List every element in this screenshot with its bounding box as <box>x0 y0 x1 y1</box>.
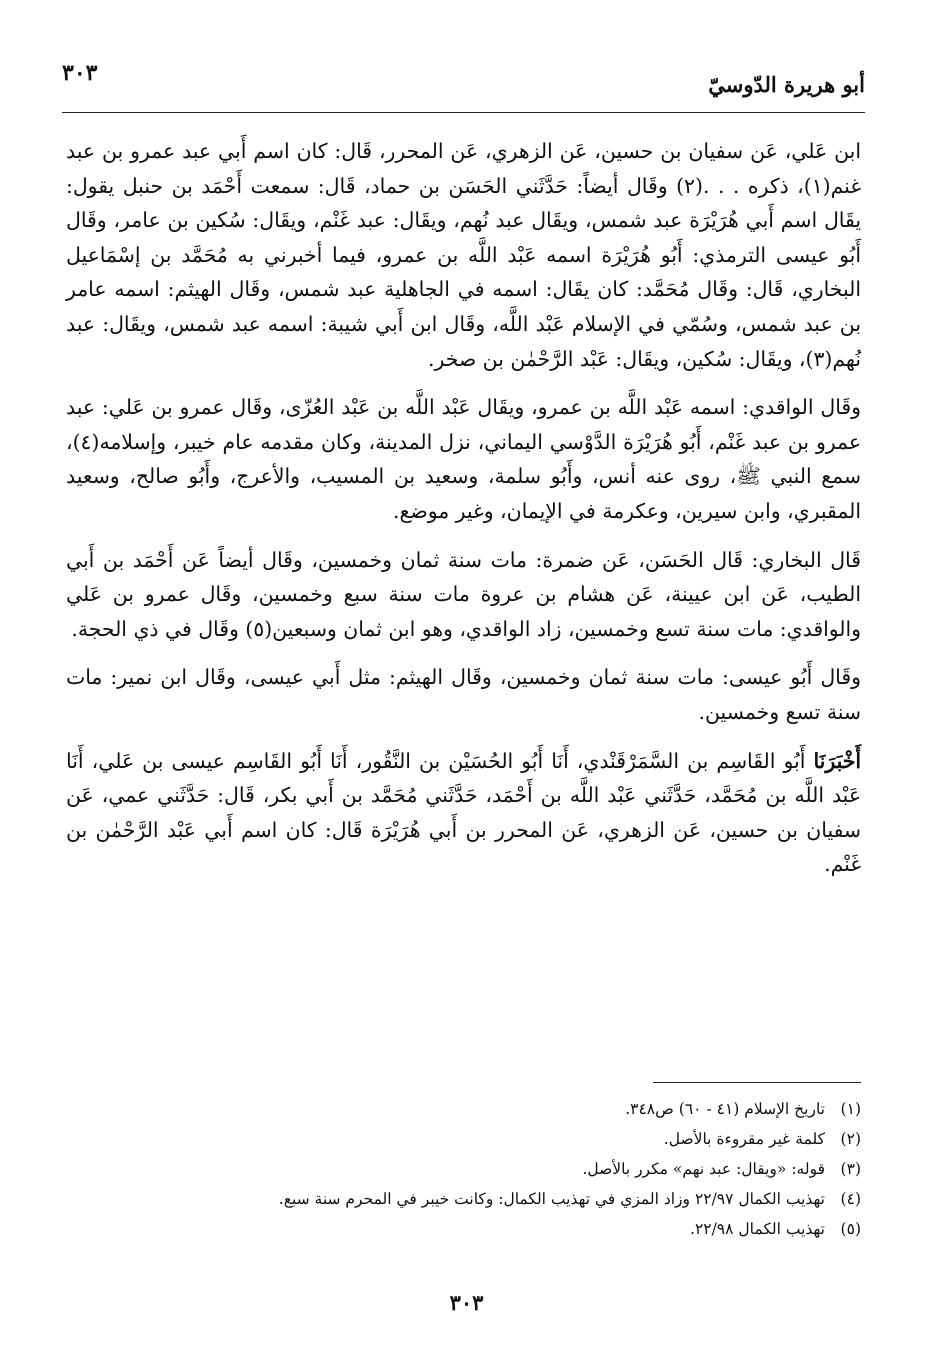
paragraph-text: قَال البخاري: قَال الحَسَن، عَن ضمرة: مات سنة ثمان وخمسين، وقَال أيضاً عَن أَحْمَد بن أَبي الطيب، عَن ابن عيينة، عَن هشام بن عروة مات سنة سبع وخمسين، وقَال عمرو بن عَلي والواقدي: مات سنة تسع وخمسين، زاد الواقدي، وهو ابن ثمان وسبعين(٥) وقَال في ذي الحجة. <box>66 547 861 641</box>
footnote-number: (٣) <box>840 1160 861 1178</box>
page-number-top: ٣٠٣ <box>62 60 98 86</box>
footnote-number: (٥) <box>840 1220 861 1238</box>
footnote-5 <box>200 1214 861 1244</box>
footnote-3 <box>200 1154 861 1184</box>
footnote-text: قوله: «ويقال: عبد نهم» مكرر بالأصل. <box>582 1160 825 1178</box>
footnote-4 <box>200 1184 861 1214</box>
paragraph-2 <box>66 390 861 528</box>
paragraph-3 <box>66 543 861 647</box>
footnote-number: (٢) <box>840 1130 861 1148</box>
paragraph-text: وقَال الواقدي: اسمه عَبْد اللَّه بن عمرو، ويقَال عَبْد اللَّه بن عَبْد العُزّى، وقَال عمرو بن عَلي: عبد عمرو بن عبد غَنْم، أَبُو هُرَيْرَة الدَّوْسي اليماني، نزل المدينة، وكان مقدمه عام خيبر، وإسلامه(٤)، سمع النبي ﷺ، روى عنه أنس، وأَبُو سلمة، وسعيد بن المسيب، والأعرج، وأَبُو صالح، وسعيد المقبري، وابن سيرين، وعكرمة في الإيمان، وغير موضع. <box>66 395 861 523</box>
paragraph-4 <box>66 660 861 729</box>
footnote-1 <box>200 1094 861 1124</box>
paragraph-lead-akhbarana: أَخْبَرَنَا <box>813 748 861 773</box>
running-title: أبو هريرة الدّوسيّ <box>708 72 865 97</box>
body-text <box>66 134 861 896</box>
footnotes <box>200 1094 861 1244</box>
footnote-text: تاريخ الإسلام (٤١ - ٦٠) ص٣٤٨. <box>625 1100 825 1118</box>
footnote-rule <box>653 1082 861 1083</box>
paragraph-text: أَبُو القَاسِم بن السَّمَرْقَنْدي، أَنَا أَبُو الحُسَيْن بن النَّقُور، أَنَا أَبُو القَاسِم عيسى بن عَلي، أَنَا عَبْد اللَّه بن مُحَمَّد، حَدَّثَني عَبْد اللَّه بن أَحْمَد، حَدَّثَني مُحَمَّد بن أَبي بكر، قَال: حَدَّثَني عمي، عَن سفيان بن حسين، عَن الزهري، عَن المحرر بن أَبي هُرَيْرَة قَال: كان اسم أَبي عَبْد الرَّحْمٰن بن غَنْم. <box>66 748 861 877</box>
paragraph-text: ابن عَلي، عَن سفيان بن حسين، عَن الزهري، عَن المحرر، قَال: كان اسم أَبي عبد عمرو بن عبد غنم(١)، ذكره . . .(٢) وقَال أيضاً: حَدَّثَني الحَسَن بن حماد، قَال: سمعت أَحْمَد بن حنبل يقول: يقَال اسم أَبي هُرَيْرَة عبد شمس، ويقَال عبد نُهم، ويقَال: عبد غَنْم، ويقَال: سُكين بن عامر، وقَال أَبُو عيسى الترمذي: أَبُو هُرَيْرَة اسمه عَبْد اللَّه بن عمرو، فيما أخبرني به مُحَمَّد بن إسْمَاعيل البخاري، قَال: وقَال مُحَمَّد: كان يقَال: اسمه في الجاهلية عبد شمس، وقَال الهيثم: اسمه عامر بن عبد شمس، وسُمّي في الإسلام عَبْد اللَّه، وقَال ابن أَبي شيبة: اسمه عبد شمس، ويقَال: عبد نُهم(٣)، ويقَال: سُكين، ويقَال: عَبْد الرَّحْمٰن بن صخر. <box>66 139 861 371</box>
page-number-bottom: ٣٠٣ <box>449 1290 484 1315</box>
footnote-number: (٤) <box>840 1190 861 1208</box>
footnote-text: تهذيب الكمال ٢٢/٩٨. <box>690 1220 825 1238</box>
footnote-number: (١) <box>840 1100 861 1118</box>
footnote-2 <box>200 1124 861 1154</box>
paragraph-text: وقَال أَبُو عيسى: مات سنة ثمان وخمسين، وقَال الهيثم: مثل أَبي عيسى، وقَال ابن نمير: مات سنة تسع وخمسين. <box>66 665 861 724</box>
header-rule <box>62 112 865 113</box>
paragraph-5 <box>66 744 861 882</box>
page-header <box>62 60 865 106</box>
footnote-text: تهذيب الكمال ٢٢/٩٧ وزاد المزي في تهذيب الكمال: وكانت خيبر في المحرم سنة سبع. <box>278 1190 825 1208</box>
paragraph-1 <box>66 134 861 376</box>
footnote-text: كلمة غير مقروءة بالأصل. <box>663 1130 825 1148</box>
